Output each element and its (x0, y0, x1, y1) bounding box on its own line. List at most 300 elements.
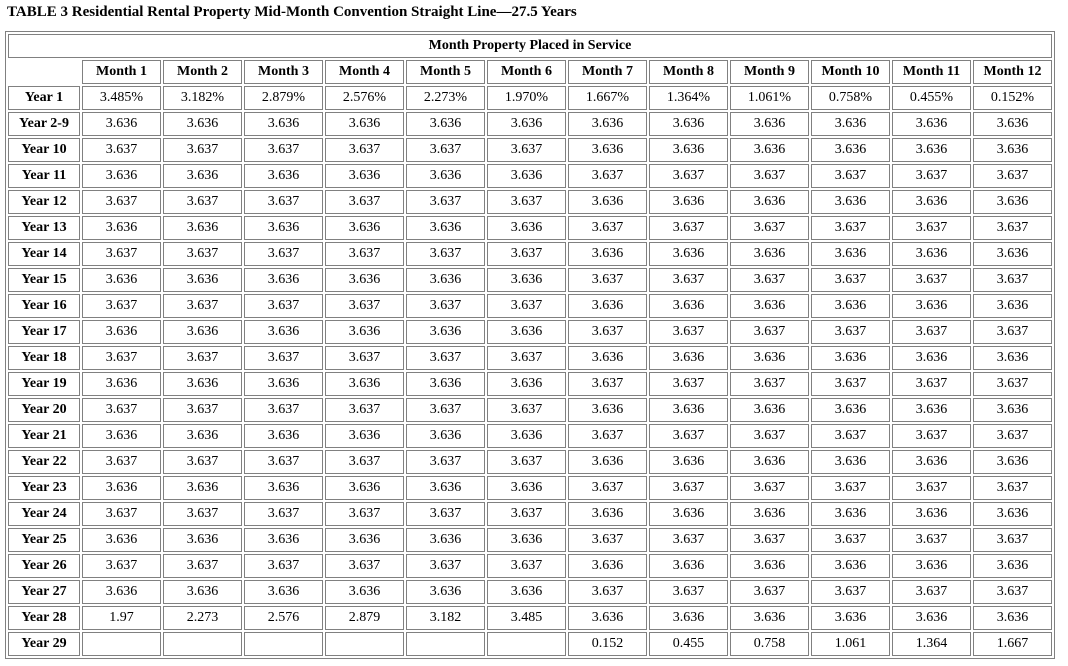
rate-cell: 3.637 (82, 294, 161, 318)
rate-cell: 3.636 (82, 320, 161, 344)
rate-cell: 3.637 (406, 190, 485, 214)
rate-cell: 3.637 (811, 216, 890, 240)
rate-cell: 3.637 (406, 138, 485, 162)
year-label: Year 14 (8, 242, 80, 266)
rate-cell: 3.637 (244, 398, 323, 422)
rate-cell: 3.636 (406, 476, 485, 500)
rate-cell: 3.636 (892, 450, 971, 474)
rate-cell: 3.637 (649, 580, 728, 604)
rate-cell: 3.636 (568, 346, 647, 370)
rate-cell: 3.636 (730, 112, 809, 136)
rate-cell: 3.637 (973, 424, 1052, 448)
rate-cell: 3.636 (406, 528, 485, 552)
rate-cell: 3.636 (973, 502, 1052, 526)
table-row (8, 216, 1052, 240)
rate-cell: 3.637 (163, 398, 242, 422)
rate-cell: 3.637 (325, 398, 404, 422)
rate-cell (82, 632, 161, 656)
rate-cell: 3.485 (487, 606, 566, 630)
rate-cell: 3.636 (568, 398, 647, 422)
rate-cell: 3.637 (892, 372, 971, 396)
rate-cell: 3.637 (649, 476, 728, 500)
year-label: Year 27 (8, 580, 80, 604)
rate-cell: 0.758% (811, 86, 890, 110)
rate-cell: 3.636 (406, 216, 485, 240)
rate-cell: 3.637 (82, 138, 161, 162)
table-body (8, 86, 1052, 656)
rate-cell: 3.637 (811, 164, 890, 188)
table-row (8, 138, 1052, 162)
rate-cell: 3.636 (244, 216, 323, 240)
table-row (8, 372, 1052, 396)
rate-cell: 3.636 (568, 606, 647, 630)
rate-cell (325, 632, 404, 656)
rate-cell: 3.636 (244, 528, 323, 552)
year-label: Year 24 (8, 502, 80, 526)
rate-cell (406, 632, 485, 656)
rate-cell: 3.637 (244, 190, 323, 214)
rate-cell: 3.636 (811, 450, 890, 474)
rate-cell: 3.637 (244, 138, 323, 162)
rate-cell: 3.636 (82, 216, 161, 240)
rate-cell: 3.636 (487, 112, 566, 136)
rate-cell: 3.636 (406, 268, 485, 292)
rate-cell: 3.636 (325, 164, 404, 188)
rate-cell: 1.364% (649, 86, 728, 110)
rate-cell: 3.637 (568, 320, 647, 344)
rate-cell: 3.637 (568, 528, 647, 552)
rate-cell: 3.636 (487, 216, 566, 240)
year-label: Year 1 (8, 86, 80, 110)
rate-cell: 3.636 (325, 372, 404, 396)
rate-cell: 3.636 (973, 138, 1052, 162)
rate-cell: 3.636 (163, 112, 242, 136)
table-row (8, 528, 1052, 552)
rate-cell: 3.636 (811, 346, 890, 370)
year-label: Year 25 (8, 528, 80, 552)
year-label: Year 17 (8, 320, 80, 344)
rate-cell: 3.636 (163, 424, 242, 448)
table-row (8, 450, 1052, 474)
month-header: Month 8 (649, 60, 728, 84)
group-header-row (8, 34, 1052, 58)
rate-cell: 3.182% (163, 86, 242, 110)
year-label: Year 15 (8, 268, 80, 292)
rate-cell: 3.636 (649, 190, 728, 214)
rate-cell: 1.667 (973, 632, 1052, 656)
rate-cell: 3.636 (649, 606, 728, 630)
rate-cell: 3.636 (82, 424, 161, 448)
month-header: Month 5 (406, 60, 485, 84)
rate-cell: 3.637 (730, 320, 809, 344)
table-row (8, 242, 1052, 266)
rate-cell: 0.455% (892, 86, 971, 110)
rate-cell: 3.637 (730, 268, 809, 292)
rate-cell: 3.637 (649, 268, 728, 292)
rate-cell: 3.637 (82, 398, 161, 422)
rate-cell: 3.636 (811, 606, 890, 630)
rate-cell: 3.636 (892, 242, 971, 266)
rate-cell: 3.637 (730, 580, 809, 604)
rate-cell: 3.637 (325, 554, 404, 578)
rate-cell: 3.636 (82, 164, 161, 188)
rate-cell: 3.636 (811, 190, 890, 214)
month-header: Month 4 (325, 60, 404, 84)
rate-cell: 3.637 (163, 138, 242, 162)
rate-cell: 2.273 (163, 606, 242, 630)
rate-cell: 3.636 (892, 398, 971, 422)
year-label: Year 19 (8, 372, 80, 396)
rate-cell: 3.637 (82, 346, 161, 370)
rate-cell: 3.636 (649, 398, 728, 422)
rate-cell: 3.637 (892, 424, 971, 448)
rate-cell: 3.636 (487, 372, 566, 396)
rate-cell: 3.636 (811, 294, 890, 318)
rate-cell: 3.637 (568, 216, 647, 240)
rate-cell: 3.636 (244, 476, 323, 500)
rate-cell: 3.637 (730, 528, 809, 552)
rate-cell: 3.637 (730, 476, 809, 500)
rate-cell: 3.637 (892, 164, 971, 188)
rate-cell: 3.637 (244, 346, 323, 370)
rate-cell: 3.636 (487, 164, 566, 188)
rate-cell: 3.637 (811, 268, 890, 292)
month-header: Month 1 (82, 60, 161, 84)
rate-cell: 3.637 (82, 502, 161, 526)
rate-cell: 3.636 (325, 268, 404, 292)
rate-cell: 3.637 (82, 242, 161, 266)
table-row (8, 632, 1052, 656)
rate-cell: 3.636 (973, 606, 1052, 630)
rate-cell: 0.758 (730, 632, 809, 656)
year-label: Year 23 (8, 476, 80, 500)
year-label: Year 12 (8, 190, 80, 214)
rate-cell: 3.636 (487, 580, 566, 604)
rate-cell: 3.636 (487, 320, 566, 344)
rate-cell: 3.637 (406, 450, 485, 474)
rate-cell: 3.637 (973, 528, 1052, 552)
rate-cell: 3.636 (406, 580, 485, 604)
rate-cell: 3.637 (973, 476, 1052, 500)
rate-cell: 3.636 (973, 450, 1052, 474)
rate-cell: 3.637 (649, 424, 728, 448)
rate-cell: 3.636 (649, 242, 728, 266)
rate-cell: 3.636 (649, 346, 728, 370)
year-label: Year 26 (8, 554, 80, 578)
rate-cell: 3.637 (406, 398, 485, 422)
rate-cell: 3.637 (649, 372, 728, 396)
month-header: Month 10 (811, 60, 890, 84)
rate-cell: 3.636 (730, 242, 809, 266)
rate-cell: 3.636 (568, 138, 647, 162)
rate-cell: 3.637 (325, 346, 404, 370)
rate-cell: 3.637 (568, 372, 647, 396)
rate-cell: 3.637 (892, 528, 971, 552)
rate-cell: 3.637 (163, 554, 242, 578)
rate-cell: 3.637 (244, 450, 323, 474)
rate-cell: 3.637 (244, 554, 323, 578)
table-row (8, 164, 1052, 188)
rate-cell: 3.636 (892, 346, 971, 370)
rate-cell: 3.637 (406, 554, 485, 578)
rate-cell: 3.637 (406, 242, 485, 266)
corner-cell (8, 60, 80, 84)
rate-cell: 3.636 (973, 112, 1052, 136)
rate-cell: 3.636 (730, 450, 809, 474)
year-label: Year 20 (8, 398, 80, 422)
year-label: Year 21 (8, 424, 80, 448)
rate-cell: 3.636 (244, 164, 323, 188)
rate-cell: 3.637 (82, 554, 161, 578)
rate-cell: 3.636 (730, 346, 809, 370)
year-label: Year 18 (8, 346, 80, 370)
year-label: Year 16 (8, 294, 80, 318)
year-label: Year 22 (8, 450, 80, 474)
depreciation-table (5, 31, 1055, 659)
month-header: Month 3 (244, 60, 323, 84)
rate-cell: 3.637 (406, 346, 485, 370)
rate-cell: 3.636 (325, 580, 404, 604)
rate-cell: 3.636 (244, 424, 323, 448)
rate-cell: 3.637 (325, 502, 404, 526)
table-row (8, 398, 1052, 422)
month-header: Month 11 (892, 60, 971, 84)
rate-cell: 3.636 (892, 294, 971, 318)
rate-cell: 3.637 (163, 346, 242, 370)
year-label: Year 13 (8, 216, 80, 240)
rate-cell: 3.636 (811, 112, 890, 136)
rate-cell: 3.637 (892, 476, 971, 500)
rate-cell: 3.636 (163, 164, 242, 188)
rate-cell: 3.637 (487, 138, 566, 162)
rate-cell: 2.576 (244, 606, 323, 630)
rate-cell: 3.637 (82, 450, 161, 474)
rate-cell: 3.636 (82, 372, 161, 396)
rate-cell: 3.636 (811, 502, 890, 526)
rate-cell: 3.636 (649, 138, 728, 162)
rate-cell: 3.636 (811, 242, 890, 266)
rate-cell: 3.637 (244, 502, 323, 526)
table-caption: TABLE 3 Residential Rental Property Mid-Month Convention Straight Line—27.5 Years (7, 4, 577, 20)
rate-cell: 3.636 (325, 320, 404, 344)
month-header: Month 2 (163, 60, 242, 84)
rate-cell: 3.637 (811, 320, 890, 344)
rate-cell: 3.636 (649, 554, 728, 578)
rate-cell: 3.636 (163, 528, 242, 552)
rate-cell: 3.636 (82, 112, 161, 136)
rate-cell: 3.636 (82, 580, 161, 604)
rate-cell: 3.636 (487, 476, 566, 500)
rate-cell: 3.637 (649, 320, 728, 344)
rate-cell: 3.636 (325, 112, 404, 136)
rate-cell: 3.636 (244, 112, 323, 136)
rate-cell: 3.637 (973, 164, 1052, 188)
rate-cell: 3.637 (811, 372, 890, 396)
table-row (8, 86, 1052, 110)
rate-cell: 3.637 (487, 450, 566, 474)
rate-cell: 3.636 (892, 112, 971, 136)
rate-cell: 3.636 (649, 294, 728, 318)
rate-cell: 2.879% (244, 86, 323, 110)
rate-cell: 3.636 (325, 216, 404, 240)
rate-cell: 3.637 (487, 398, 566, 422)
rate-cell: 3.636 (487, 424, 566, 448)
rate-cell: 1.061% (730, 86, 809, 110)
rate-cell: 1.667% (568, 86, 647, 110)
rate-cell (244, 632, 323, 656)
rate-cell: 3.636 (568, 554, 647, 578)
rate-cell: 3.637 (406, 502, 485, 526)
rate-cell: 3.637 (730, 424, 809, 448)
table-row (8, 346, 1052, 370)
rate-cell: 3.637 (649, 164, 728, 188)
year-label: Year 2-9 (8, 112, 80, 136)
year-label: Year 11 (8, 164, 80, 188)
rate-cell: 3.636 (892, 606, 971, 630)
rate-cell: 3.182 (406, 606, 485, 630)
rate-cell: 3.485% (82, 86, 161, 110)
rate-cell: 3.637 (325, 450, 404, 474)
rate-cell: 3.637 (487, 554, 566, 578)
rate-cell: 3.637 (406, 294, 485, 318)
rate-cell: 3.637 (811, 580, 890, 604)
rate-cell: 3.636 (973, 554, 1052, 578)
rate-cell: 3.637 (568, 580, 647, 604)
rate-cell: 3.636 (568, 190, 647, 214)
rate-cell: 3.637 (325, 138, 404, 162)
rate-cell: 3.636 (406, 164, 485, 188)
table-row (8, 320, 1052, 344)
group-header: Month Property Placed in Service (8, 34, 1052, 58)
table-row (8, 554, 1052, 578)
rate-cell: 0.152 (568, 632, 647, 656)
year-label: Year 28 (8, 606, 80, 630)
rate-cell: 3.637 (163, 294, 242, 318)
rate-cell: 3.637 (325, 294, 404, 318)
rate-cell: 3.636 (973, 294, 1052, 318)
rate-cell: 3.636 (730, 190, 809, 214)
rate-cell: 3.637 (487, 502, 566, 526)
rate-cell: 3.636 (811, 398, 890, 422)
rate-cell (163, 632, 242, 656)
rate-cell: 3.636 (649, 502, 728, 526)
rate-cell: 3.637 (973, 320, 1052, 344)
rate-cell: 3.636 (325, 476, 404, 500)
rate-cell: 3.636 (568, 502, 647, 526)
rate-cell: 3.637 (568, 268, 647, 292)
rate-cell: 3.636 (811, 138, 890, 162)
rate-cell: 0.455 (649, 632, 728, 656)
rate-cell: 3.637 (892, 580, 971, 604)
rate-cell: 3.636 (811, 554, 890, 578)
rate-cell: 3.637 (568, 164, 647, 188)
rate-cell: 3.637 (892, 216, 971, 240)
rate-cell: 1.061 (811, 632, 890, 656)
rate-cell: 2.576% (325, 86, 404, 110)
rate-cell: 3.636 (406, 112, 485, 136)
rate-cell: 3.636 (163, 476, 242, 500)
rate-cell: 3.636 (163, 580, 242, 604)
rate-cell: 3.637 (649, 528, 728, 552)
rate-cell: 3.637 (568, 476, 647, 500)
table-row (8, 606, 1052, 630)
rate-cell: 3.637 (892, 320, 971, 344)
rate-cell: 3.636 (973, 346, 1052, 370)
rate-cell: 0.152% (973, 86, 1052, 110)
table-row (8, 268, 1052, 292)
table-row (8, 112, 1052, 136)
rate-cell: 3.637 (325, 190, 404, 214)
rate-cell: 3.637 (163, 190, 242, 214)
rate-cell: 3.636 (163, 268, 242, 292)
rate-cell: 1.970% (487, 86, 566, 110)
rate-cell: 3.637 (730, 164, 809, 188)
table-head (8, 34, 1052, 84)
rate-cell: 3.636 (973, 398, 1052, 422)
rate-cell: 3.636 (892, 502, 971, 526)
rate-cell: 1.97 (82, 606, 161, 630)
rate-cell: 3.636 (244, 580, 323, 604)
rate-cell: 3.636 (649, 450, 728, 474)
rate-cell: 3.637 (244, 242, 323, 266)
rate-cell: 3.637 (487, 242, 566, 266)
rate-cell: 3.636 (649, 112, 728, 136)
table-row (8, 190, 1052, 214)
rate-cell: 3.637 (811, 476, 890, 500)
rate-cell: 3.637 (973, 372, 1052, 396)
rate-cell: 3.636 (892, 190, 971, 214)
rate-cell: 2.879 (325, 606, 404, 630)
rate-cell: 3.636 (82, 268, 161, 292)
rate-cell: 3.637 (163, 502, 242, 526)
rate-cell: 1.364 (892, 632, 971, 656)
rate-cell: 2.273% (406, 86, 485, 110)
rate-cell: 3.637 (811, 528, 890, 552)
rate-cell: 3.636 (568, 242, 647, 266)
rate-cell: 3.637 (244, 294, 323, 318)
table-row (8, 580, 1052, 604)
table-row (8, 294, 1052, 318)
table-row (8, 476, 1052, 500)
rate-cell: 3.637 (973, 216, 1052, 240)
rate-cell: 3.636 (568, 112, 647, 136)
rate-cell: 3.637 (811, 424, 890, 448)
rate-cell: 3.636 (568, 294, 647, 318)
rate-cell: 3.636 (82, 476, 161, 500)
rate-cell: 3.636 (163, 216, 242, 240)
rate-cell: 3.636 (892, 138, 971, 162)
rate-cell: 3.636 (730, 138, 809, 162)
rate-cell: 3.637 (730, 216, 809, 240)
rate-cell: 3.637 (325, 242, 404, 266)
rate-cell: 3.637 (973, 268, 1052, 292)
year-label: Year 10 (8, 138, 80, 162)
rate-cell: 3.637 (730, 372, 809, 396)
rate-cell (487, 632, 566, 656)
rate-cell: 3.636 (244, 320, 323, 344)
rate-cell: 3.636 (406, 372, 485, 396)
year-label: Year 29 (8, 632, 80, 656)
rate-cell: 3.637 (892, 268, 971, 292)
rate-cell: 3.637 (487, 346, 566, 370)
rate-cell: 3.636 (730, 606, 809, 630)
rate-cell: 3.636 (244, 268, 323, 292)
rate-cell: 3.636 (892, 554, 971, 578)
table-row (8, 502, 1052, 526)
month-header: Month 12 (973, 60, 1052, 84)
rate-cell: 3.636 (244, 372, 323, 396)
rate-cell: 3.636 (730, 502, 809, 526)
